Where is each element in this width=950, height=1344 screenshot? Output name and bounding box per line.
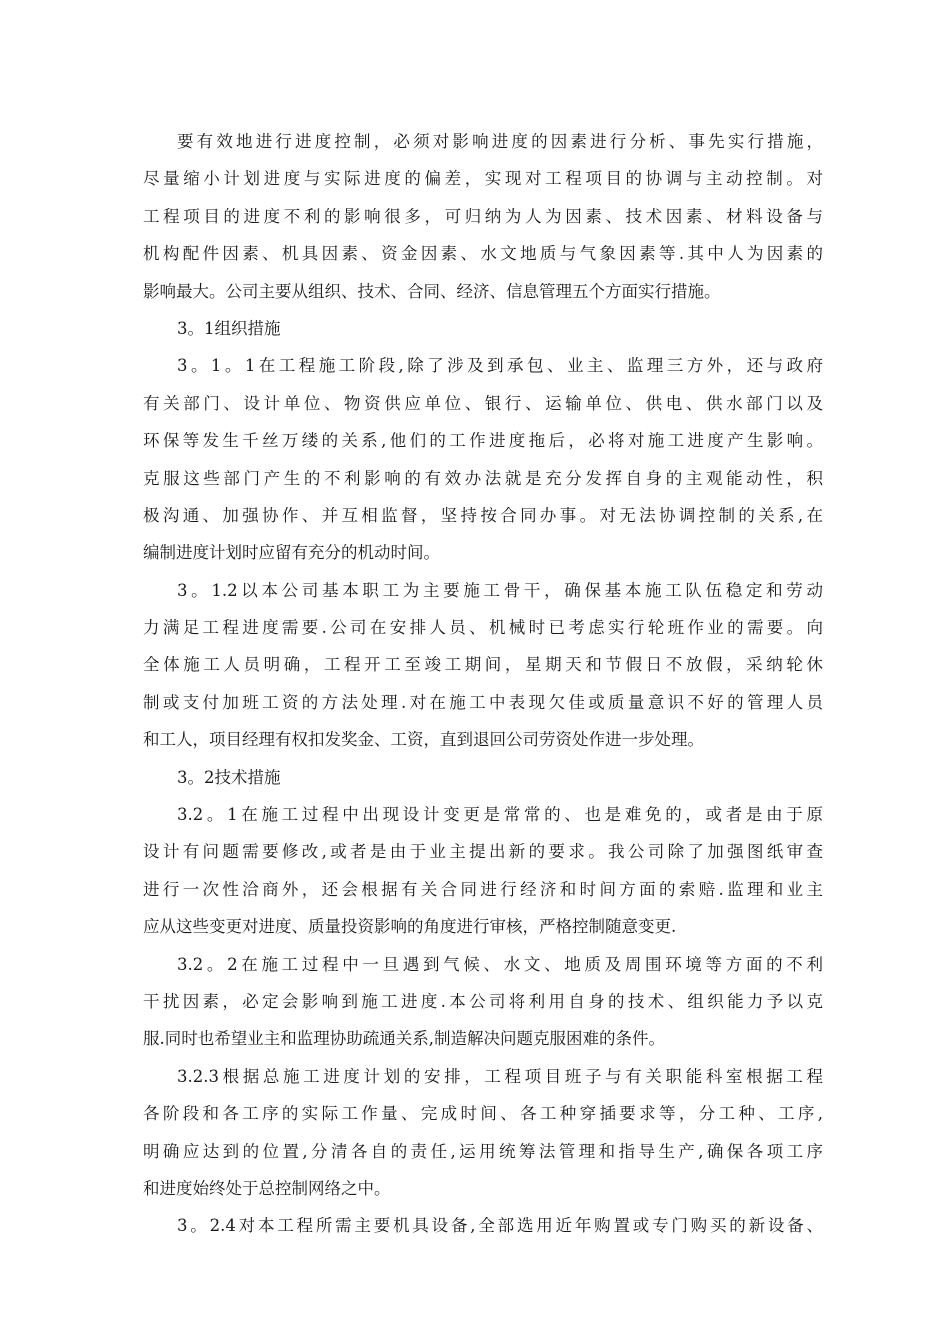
text-line: 编制进度计划时应留有充分的机动时间。 — [143, 543, 440, 563]
text-line: 力满足工程进度需要.公司在安排人员、机械时已考虑实行轮班作业的需要。向 — [143, 618, 823, 638]
text-line: 机构配件因素、机具因素、资金因素、水文地质与气象因素等.其中人为因素的 — [143, 244, 823, 264]
text-line: 服.同时也希望业主和监理协助疏通关系,制造解决问题克服困难的条件。 — [143, 1029, 665, 1049]
text-line: 应从这些变更对进度、质量投资影响的角度进行审核，严格控制随意变更. — [143, 917, 677, 937]
text-line: 各阶段和各工序的实际工作量、完成时间、各工种穿插要求等，分工种、工序, — [143, 1104, 823, 1124]
text-line: 3.2。1在施工过程中出现设计变更是常常的、也是难免的，或者是由于原 — [177, 805, 823, 825]
text-line: 3。1。1在工程施工阶段,除了涉及到承包、业主、监理三方外，还与政府 — [177, 356, 823, 376]
text-line: 3.2.3根据总施工进度计划的安排，工程项目班子与有关职能科室根据工程 — [177, 1066, 823, 1086]
text-line: 3。2技术措施 — [177, 767, 281, 787]
text-line: 尽量缩小计划进度与实际进度的偏差，实现对工程项目的协调与主动控制。对 — [143, 169, 823, 189]
text-line: 环保等发生千丝万缕的关系,他们的工作进度拖后，必将对施工进度产生影响。 — [143, 431, 823, 451]
text-line: 工程项目的进度不利的影响很多，可归纳为人为因素、技术因素、材料设备与 — [143, 206, 823, 226]
text-line: 克服这些部门产生的不利影响的有效办法就是充分发挥自身的主观能动性，积 — [143, 468, 823, 488]
text-line: 3。1组织措施 — [177, 318, 281, 338]
text-line: 和进度始终处于总控制网络之中。 — [143, 1178, 391, 1198]
document-body — [143, 123, 823, 1245]
text-line: 3。2.4对本工程所需主要机具设备,全部选用近年购置或专门购买的新设备、 — [177, 1216, 823, 1236]
text-line: 要有效地进行进度控制，必须对影响进度的因素进行分析、事先实行措施， — [177, 132, 823, 151]
text-line: 有关部门、设计单位、物资供应单位、银行、运输单位、供电、供水部门以及 — [143, 393, 823, 413]
text-line: 明确应达到的位置,分清各自的责任,运用统筹法管理和指导生产,确保各项工序 — [143, 1141, 823, 1161]
text-line: 全体施工人员明确，工程开工至竣工期间，星期天和节假日不放假，采纳轮休 — [143, 655, 823, 675]
text-line: 干扰因素，必定会影响到施工进度.本公司将利用自身的技术、组织能力予以克 — [143, 991, 823, 1011]
text-line: 进行一次性洽商外，还会根据有关合同进行经济和时间方面的索赔.监理和业主 — [143, 879, 823, 899]
text-line: 极沟通、加强协作、并互相监督，坚持按合同办事。对无法协调控制的关系,在 — [143, 505, 823, 525]
text-line: 影响最大。公司主要从组织、技术、合同、经济、信息管理五个方面实行措施。 — [143, 281, 721, 301]
text-line: 和工人，项目经理有权扣发奖金、工资，直到退回公司劳资处作进一步处理。 — [143, 730, 704, 750]
text-line: 制或支付加班工资的方法处理.对在施工中表现欠佳或质量意识不好的管理人员 — [143, 692, 823, 712]
text-line: 3.2。2在施工过程中一旦遇到气候、水文、地质及周围环境等方面的不利 — [177, 954, 823, 974]
text-line: 设计有问题需要修改,或者是由于业主提出新的要求。我公司除了加强图纸审查 — [143, 842, 823, 862]
text-line: 3。1.2以本公司基本职工为主要施工骨干，确保基本施工队伍稳定和劳动 — [177, 580, 823, 600]
